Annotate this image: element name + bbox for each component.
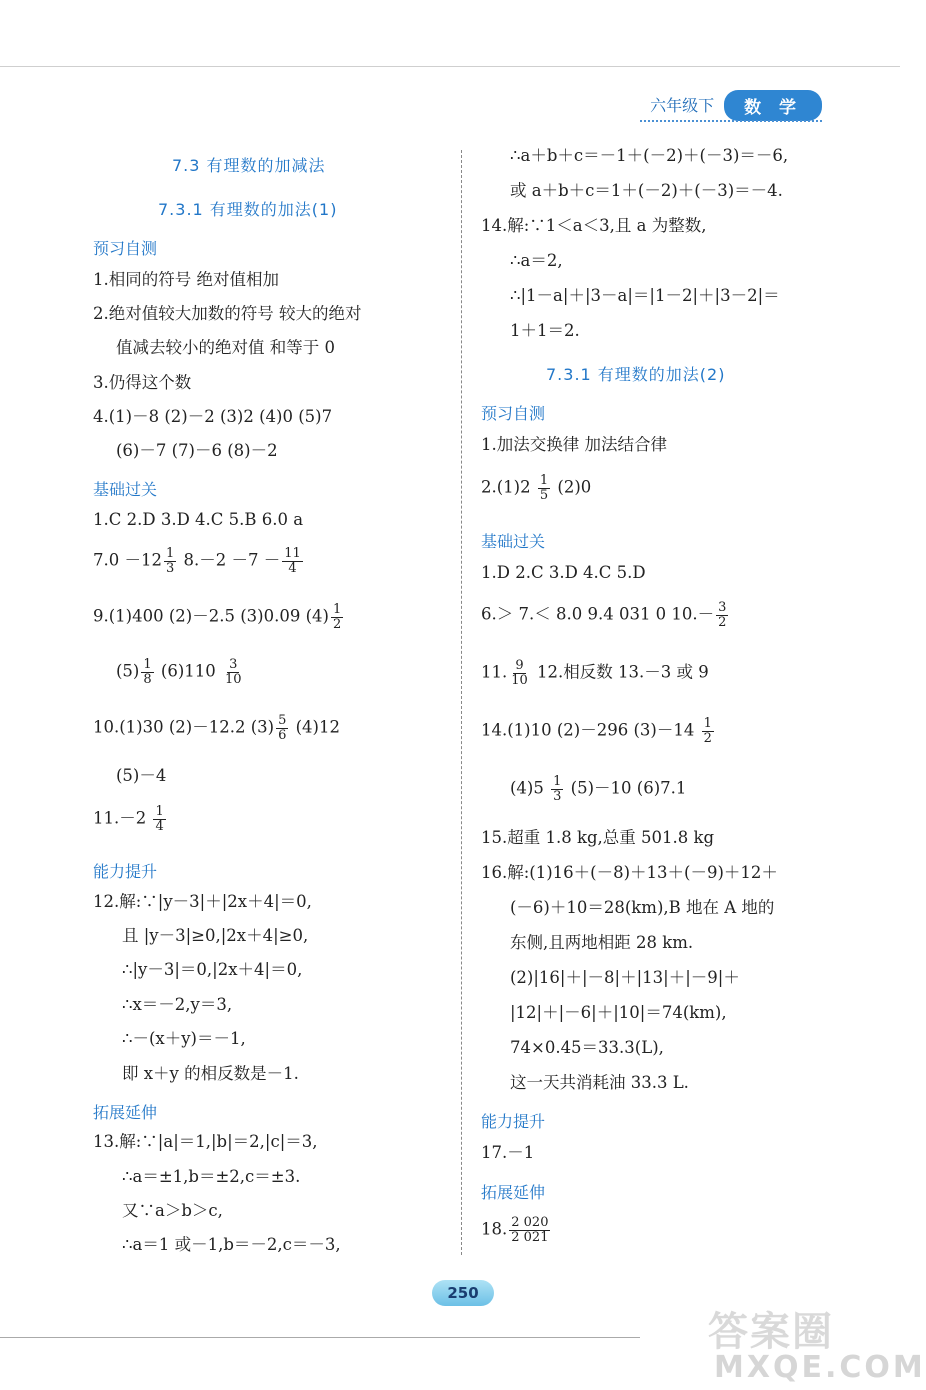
grade-label: 六年级下 xyxy=(650,96,715,115)
answer-line: 16.解:(1)16＋(－8)＋13＋(－9)＋12＋ xyxy=(481,863,778,882)
answer-line: 3.仍得这个数 xyxy=(93,373,192,392)
numerator: 1 xyxy=(155,804,164,819)
fraction xyxy=(276,714,288,742)
answer-line xyxy=(93,714,340,742)
header-rule xyxy=(640,120,822,122)
answer-line: ∴a＝2, xyxy=(510,251,563,270)
answer-line: ∴a＋b＋c＝－1＋(－2)＋(－3)＝－6, xyxy=(510,146,789,165)
answer-line: 2.绝对值较大加数的符号 较大的绝对 xyxy=(93,304,362,323)
sub-heading: 基础过关 xyxy=(481,532,546,551)
answer-line: 这一天共消耗油 33.3 L. xyxy=(510,1073,689,1092)
denominator: 2 xyxy=(718,614,727,630)
answer-line: 又∵a＞b＞c, xyxy=(122,1201,223,1220)
numerator: 1 xyxy=(143,657,152,672)
answer-line: (5)－4 xyxy=(116,766,167,785)
text-segment: (5) xyxy=(116,661,140,681)
subject-badge: 数 学 xyxy=(724,90,822,121)
text-segment: 12.相反数 13.－3 或 9 xyxy=(531,662,709,682)
page-number: 250 xyxy=(432,1280,494,1306)
numerator: 1 xyxy=(332,602,342,617)
answer-line: ∴|1－a|＋|3－a|＝|1－2|＋|3－2|＝ xyxy=(510,286,780,305)
sub-heading: 拓展延伸 xyxy=(93,1103,158,1122)
denominator: 8 xyxy=(143,671,152,687)
answer-line: |12|＋|－6|＋|10|＝74(km), xyxy=(510,1003,727,1022)
numerator: 1 xyxy=(165,546,175,561)
numerator: 9 xyxy=(515,658,524,673)
section-title: 7.3 有理数的加减法 xyxy=(172,156,326,175)
text-segment: 11.－2 xyxy=(93,808,152,828)
answer-line xyxy=(93,547,305,575)
answer-line: ∴a＝±1,b＝±2,c＝±3. xyxy=(122,1167,301,1186)
answer-line: 1.加法交换律 加法结合律 xyxy=(481,435,667,454)
answer-line xyxy=(481,717,716,745)
text-segment: 14.(1)10 (2)－296 (3)－14 xyxy=(481,720,700,740)
numerator: 3 xyxy=(718,600,727,615)
text-segment: 8.－2 －7 － xyxy=(178,550,281,570)
fraction xyxy=(702,717,714,745)
answer-line: 74×0.45＝33.3(L), xyxy=(510,1038,664,1057)
denominator: 10 xyxy=(511,672,528,688)
answer-line: (6)－7 (7)－6 (8)－2 xyxy=(116,441,278,460)
numerator: 1 xyxy=(539,473,549,488)
numerator: 2 020 xyxy=(511,1215,549,1230)
text-segment: (4)5 xyxy=(510,778,550,798)
page-header xyxy=(650,90,822,121)
text-segment: 2.(1)2 xyxy=(481,477,536,497)
section-title: 7.3.1 有理数的加法(1) xyxy=(158,200,338,219)
numerator: 1 xyxy=(553,774,562,789)
answer-line: 1.C 2.D 3.D 4.C 5.B 6.0 a xyxy=(93,510,304,529)
answer-line xyxy=(93,603,345,631)
sub-heading: 拓展延伸 xyxy=(481,1183,546,1202)
answer-line: ∴x＝－2,y＝3, xyxy=(122,995,233,1014)
bottom-rule xyxy=(0,1337,640,1338)
answer-line: 东侧,且两地相距 28 km. xyxy=(510,933,694,952)
numerator: 1 xyxy=(703,716,712,731)
answer-line: ∴－(x＋y)＝－1, xyxy=(122,1029,246,1048)
text-segment: 6.＞ 7.＜ 8.0 9.4 031 0 10.－ xyxy=(481,604,715,624)
sub-heading: 能力提升 xyxy=(93,862,158,881)
answer-line: 即 x＋y 的相反数是－1. xyxy=(122,1064,299,1083)
text-segment: 18. xyxy=(481,1219,508,1239)
denominator: 4 xyxy=(288,560,297,576)
numerator: 11 xyxy=(284,546,301,561)
fraction xyxy=(223,658,244,686)
answer-line: 13.解:∵|a|＝1,|b|＝2,|c|＝3, xyxy=(93,1132,318,1151)
text-segment: 11. xyxy=(481,662,508,682)
answer-line xyxy=(481,474,591,502)
sub-heading: 基础过关 xyxy=(93,480,158,499)
answer-line: (－6)＋10＝28(km),B 地在 A 地的 xyxy=(510,898,775,917)
answer-line xyxy=(481,1216,552,1244)
text-segment: 9.(1)400 (2)－2.5 (3)0.09 (4) xyxy=(93,606,329,626)
answer-line: ∴|y－3|＝0,|2x＋4|＝0, xyxy=(122,960,303,979)
numerator: 5 xyxy=(278,713,287,728)
answer-line: 1.D 2.C 3.D 4.C 5.D xyxy=(481,563,646,582)
denominator: 5 xyxy=(539,487,549,503)
watermark-logo: 答案圈 xyxy=(708,1309,834,1355)
fraction xyxy=(153,805,165,833)
answer-line: 且 |y－3|≥0,|2x＋4|≥0, xyxy=(122,926,309,945)
fraction xyxy=(164,547,176,575)
denominator: 2 021 xyxy=(511,1229,549,1245)
answer-line: 或 a＋b＋c＝1＋(－2)＋(－3)＝－4. xyxy=(510,181,783,200)
text-segment: (6)110 xyxy=(155,661,222,681)
answer-line: 17.－1 xyxy=(481,1143,535,1162)
fraction xyxy=(282,547,303,575)
column-divider xyxy=(461,150,462,1255)
fraction xyxy=(538,474,550,502)
answer-line: 12.解:∵|y－3|＋|2x＋4|＝0, xyxy=(93,892,312,911)
text-segment: (4)12 xyxy=(290,717,340,737)
sub-heading: 预习自测 xyxy=(93,239,158,258)
answer-line: (2)|16|＋|－8|＋|13|＋|－9|＋ xyxy=(510,968,740,987)
denominator: 6 xyxy=(278,727,287,743)
section-title: 7.3.1 有理数的加法(2) xyxy=(546,365,726,384)
fraction xyxy=(141,658,153,686)
sub-heading: 能力提升 xyxy=(481,1112,546,1131)
answer-line xyxy=(481,659,709,687)
answer-line: 值减去较小的绝对值 和等于 0 xyxy=(116,338,335,357)
answer-line: 1.相同的符号 绝对值相加 xyxy=(93,270,279,289)
answer-line xyxy=(93,805,168,833)
text-segment: (2)0 xyxy=(552,477,592,497)
fraction xyxy=(551,775,563,803)
answer-line: 1＋1＝2. xyxy=(510,321,580,340)
top-rule xyxy=(0,66,900,67)
answer-line: 4.(1)－8 (2)－2 (3)2 (4)0 (5)7 xyxy=(93,407,333,426)
denominator: 2 xyxy=(703,730,712,746)
denominator: 10 xyxy=(225,671,242,687)
denominator: 4 xyxy=(155,818,164,834)
answer-line xyxy=(481,601,730,629)
fraction xyxy=(509,659,530,687)
denominator: 2 xyxy=(332,616,342,632)
numerator: 3 xyxy=(229,657,238,672)
text-segment: 10.(1)30 (2)－12.2 (3) xyxy=(93,717,275,737)
answer-line: 14.解:∵1＜a＜3,且 a 为整数, xyxy=(481,216,707,235)
text-segment: (5)－10 (6)7.1 xyxy=(565,778,687,798)
fraction xyxy=(509,1216,550,1244)
fraction xyxy=(331,603,343,631)
denominator: 3 xyxy=(165,560,175,576)
answer-line: 15.超重 1.8 kg,总重 501.8 kg xyxy=(481,828,715,847)
answer-line xyxy=(116,658,246,686)
denominator: 3 xyxy=(553,788,562,804)
watermark-url: MXQE.COM xyxy=(714,1350,926,1385)
fraction xyxy=(716,601,728,629)
text-segment: 7.0 －12 xyxy=(93,550,162,570)
answer-line: ∴a＝1 或－1,b＝－2,c＝－3, xyxy=(122,1235,341,1254)
sub-heading: 预习自测 xyxy=(481,404,546,423)
answer-line xyxy=(510,775,686,803)
